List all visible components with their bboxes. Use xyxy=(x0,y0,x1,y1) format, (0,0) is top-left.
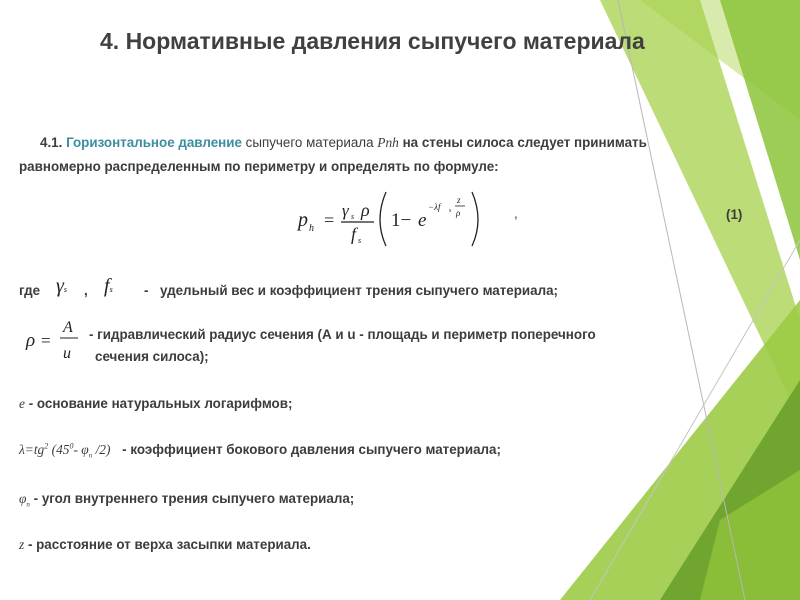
intro-symbol: Pnh xyxy=(377,135,399,150)
lambda-definition xyxy=(19,442,501,460)
formula-equals: = xyxy=(324,210,335,230)
formula-left-paren xyxy=(380,192,386,246)
where-label: где xyxy=(19,283,41,298)
formula-e: e xyxy=(418,210,427,231)
formula-exponent-sub: s xyxy=(449,208,452,214)
e-definition xyxy=(19,396,292,412)
formula-f-sub: s xyxy=(358,236,362,245)
intro-text-1: сыпучего материала xyxy=(245,135,374,150)
rho-symbol: ρ xyxy=(26,330,36,351)
rho-A: A xyxy=(63,319,73,336)
rho-formula xyxy=(24,314,86,362)
formula-exp-z: z xyxy=(457,195,461,205)
intro-text-2: на стены силоса следует принимать xyxy=(402,135,647,150)
z-text: - расстояние от верха засыпки материала. xyxy=(27,537,311,552)
formula-exponent: −λf xyxy=(428,202,441,212)
z-symbol: z xyxy=(19,537,25,552)
intro-highlight: Горизонтальное давление xyxy=(66,135,242,150)
rho-text-1: - гидравлический радиус сечения (А и u - площадь и периметр поперечного xyxy=(89,327,596,342)
formula-f: f xyxy=(351,224,357,244)
formula-rho: ρ xyxy=(361,200,370,220)
phi-symbol: $\varphi_n$ xyxy=(19,491,30,509)
lambda-text: - коэффициент бокового давления сыпучего материала; xyxy=(122,442,501,458)
intro-line-1 xyxy=(40,135,647,151)
rho-u: u xyxy=(63,345,71,362)
intro-number: 4.1. xyxy=(40,135,63,150)
formula-one-minus: 1− xyxy=(391,210,412,231)
phi-definition xyxy=(19,491,354,509)
formula-1 xyxy=(294,188,504,248)
formula-lhs: p xyxy=(298,209,308,231)
formula-lhs-sub: h xyxy=(309,223,314,234)
formula-number: (1) xyxy=(726,207,743,222)
formula-right-paren xyxy=(472,192,478,246)
phi-text: - угол внутреннего трения сыпучего материала; xyxy=(33,491,355,506)
e-symbol: e xyxy=(19,396,25,411)
z-definition xyxy=(19,537,311,553)
where-gamma: γs xyxy=(56,275,68,297)
formula-comma: , xyxy=(514,206,518,221)
formula-gamma-sub: s xyxy=(351,212,355,221)
where-text: удельный вес и коэффициент трения сыпучего материала; xyxy=(160,283,559,298)
formula-gamma: γ xyxy=(342,201,349,220)
rho-text-2: сечения силоса); xyxy=(95,349,209,364)
where-f: fs xyxy=(104,275,113,297)
slide-title: 4. Нормативные давления сыпучего материала xyxy=(100,28,645,54)
where-comma: , xyxy=(84,283,88,298)
lambda-symbol: $\lambda=tg^2$ ($45^0-$ $\varphi_n$ /2) xyxy=(19,442,111,461)
where-dash: - xyxy=(144,283,149,298)
rho-equals: = xyxy=(41,331,51,350)
intro-line-2: равномерно распределенным по периметру и определять по формуле: xyxy=(19,159,499,174)
e-text: - основание натуральных логарифмов; xyxy=(28,396,293,411)
formula-exp-rho: ρ xyxy=(456,208,461,218)
